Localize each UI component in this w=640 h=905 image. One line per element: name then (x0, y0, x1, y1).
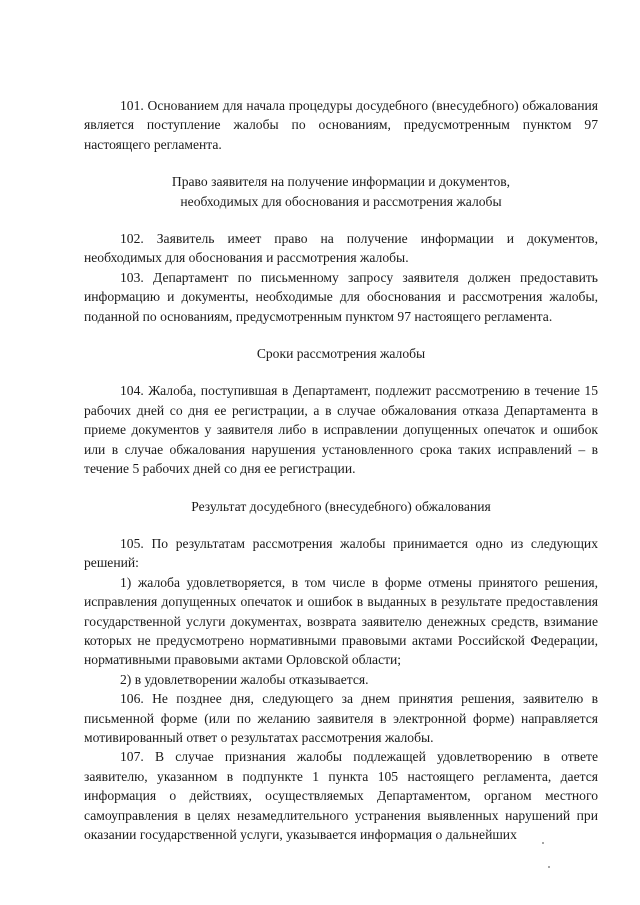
paragraph-103: 103. Департамент по письменному запросу заявителя должен предоставить информацию и документы, необходимые для обоснования и рассмотрения жалобы, поданной по основаниям, предусмотренным пунктом 97 настоящего регламента. (84, 269, 598, 324)
paragraph-105-item-1: 1) жалоба удовлетворяется, в том числе в форме отмены принятого решения, исправления допущенных опечаток и ошибок в выданных в результате предоставления государственной услуги документах, возврата заявителю денежных средств, взимание которых не предусмотрено нормативными правовыми актами Российской Федерации, нормативными правовыми актами Орловской области; (84, 574, 598, 668)
paragraph-107: 107. В случае признания жалобы подлежащей удовлетворению в ответе заявителю, указанном в подпункте 1 пункта 105 настоящего регламента, дается информация о действиях, осуществляемых Департаментом, органом местного самоуправления в целях незамедлительного устранения выявленных нарушений при оказании государственной услуги, указывается информация о дальнейших (84, 749, 598, 842)
paragraph-104: 104. Жалоба, поступившая в Департамент, подлежит рассмотрению в течение 15 рабочих дней со дня ее регистрации, а в случае обжалования отказа Департамента в приеме документов у заявителя либо в исправлении допущенных опечаток и ошибок или в случае обжалования нарушения установленного срока таких исправлений – в течение 5 рабочих дней со дня ее регистрации. (84, 383, 598, 477)
paragraph-105-item-2: 2) в удовлетворении жалобы отказывается. (120, 671, 369, 687)
section-heading-rights-line1: Право заявителя на получение информации и документов, (171, 174, 511, 190)
scan-speck (542, 842, 544, 844)
section-heading-deadlines: Сроки рассмотрения жалобы (256, 346, 426, 362)
section-heading-rights-line2: необходимых для обоснования и рассмотрения жалобы (180, 193, 502, 209)
paragraph-102: 102. Заявитель имеет право на получение информации и документов, необходимых для обоснования и рассмотрения жалобы. (84, 231, 598, 266)
section-heading-result: Результат досудебного (внесудебного) обжалования (191, 498, 491, 514)
paragraph-105: 105. По результатам рассмотрения жалобы принимается одно из следующих решений: (84, 535, 598, 571)
scan-speck (548, 866, 550, 868)
paragraph-106: 106. Не позднее дня, следующего за днем принятия решения, заявителю в письменной форме (или по желанию заявителя в электронной форме) направляется мотивированный ответ о результатах рассмотрения жалобы. (84, 691, 598, 745)
paragraph-101: 101. Основанием для начала процедуры досудебного (внесудебного) обжалования является поступление жалобы по основаниям, предусмотренным пунктом 97 настоящего регламента. (84, 98, 598, 152)
